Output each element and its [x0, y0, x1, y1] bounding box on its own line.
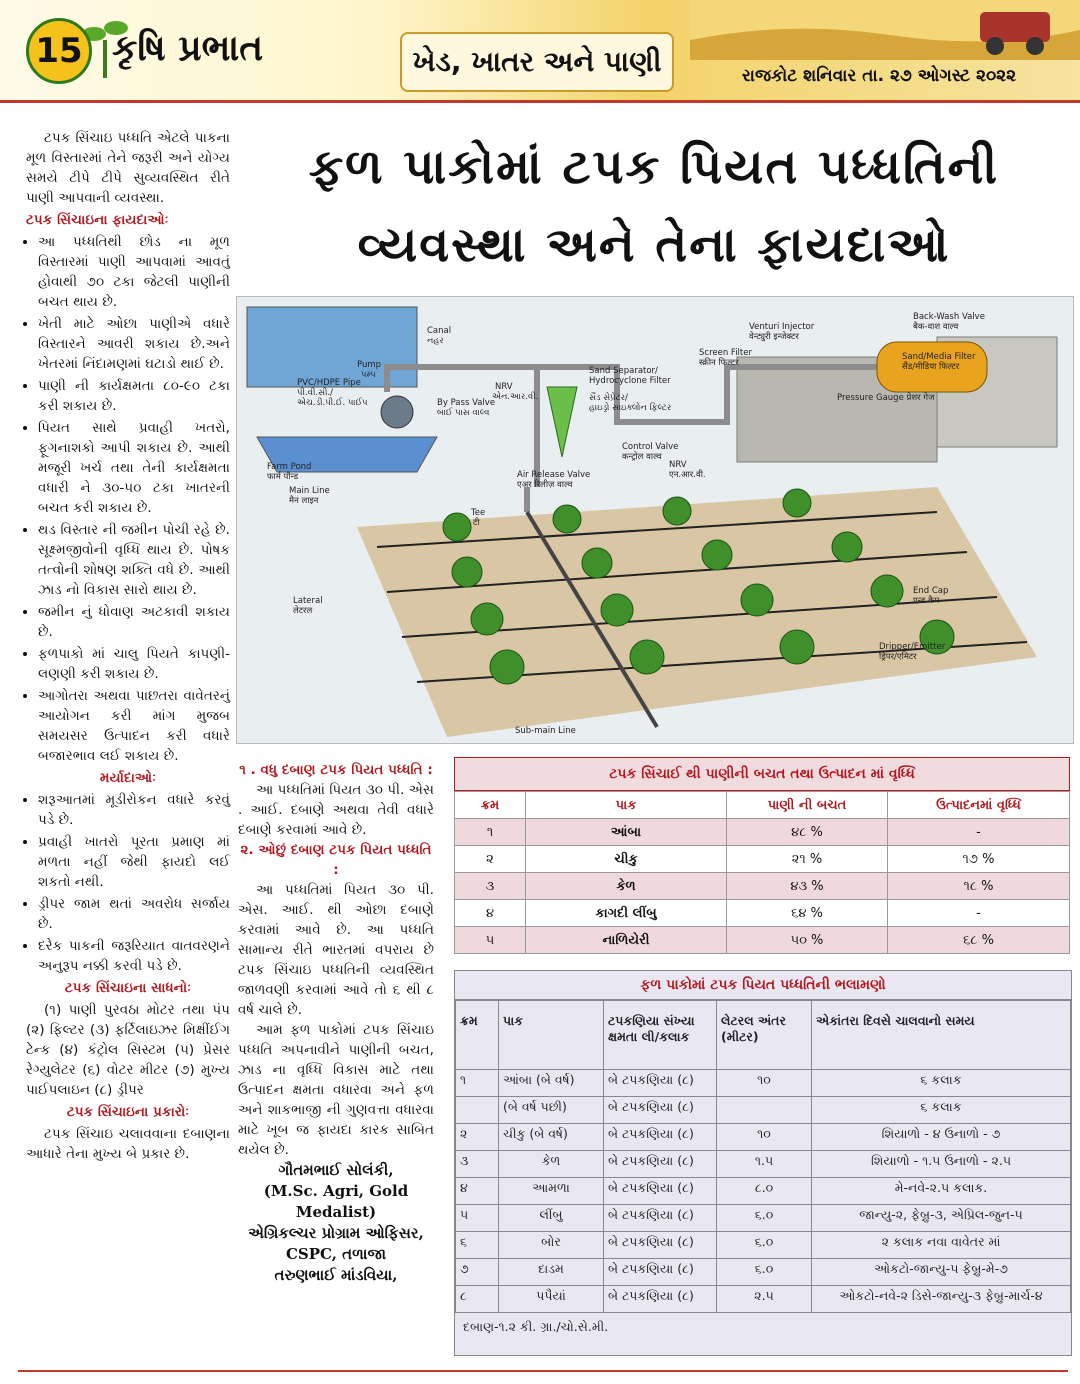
table-cell: ૨ — [456, 1124, 499, 1151]
label-air-release: Air Release Valve — [517, 470, 591, 480]
table-header-row — [456, 1001, 1071, 1070]
label-farm-pond-gu: फार्म पौन्ड — [267, 472, 299, 482]
dateline: રાજકોટ શનિવાર તા. ૨૭ ઓગસ્ટ ૨૦૨૨ — [742, 66, 1017, 86]
table-row — [455, 819, 1070, 846]
table-cell: બે ટપકણિયા (૮) — [604, 1097, 717, 1124]
table-header-row — [455, 792, 1070, 819]
tools-heading: ટપક સિંચાઇના સાધનોઃ — [64, 980, 192, 996]
column-header: લેટરલ અંતર (મીટર) — [717, 1001, 812, 1070]
table-cell: ૩ — [455, 873, 526, 900]
table-cell: બોર — [499, 1232, 604, 1259]
list-item: • દરેક પાકની જરૂરિયાત વાતવરણને અનુરૂપ નક્કી કરવી પડે છે. — [38, 936, 230, 976]
label-pump-gu: પમ્પ — [361, 370, 376, 380]
table-cell: ૫ — [456, 1205, 499, 1232]
headline-line-1: ફળ પાકોમાં ટપક પિયત પધ્ધતિની — [308, 139, 1000, 195]
table-cell: આંબા — [526, 819, 727, 846]
table-cell: શિયાળો - ૧.૫ ઉનાળો - ૨.૫ — [812, 1151, 1071, 1178]
limits-heading: મર્યાદાઓઃ — [99, 770, 157, 786]
author-degree: (M.Sc. Agri, Gold Medalist) — [263, 1182, 409, 1221]
table-cell: ૨ કલાક નવા વાવેતર માં — [812, 1232, 1071, 1259]
table-cell: લીંબુ — [499, 1205, 604, 1232]
section-title: ખેડ, ખાતર અને પાણી — [400, 32, 674, 92]
label-bypass: By Pass Valve — [437, 398, 496, 408]
table-row — [455, 873, 1070, 900]
label-hydrocyclone-gu: હાઇડ્રો સાઇક્લોન ફિલ્ટર — [589, 403, 672, 413]
table-cell: ૧૦ — [717, 1124, 812, 1151]
table-cell: શિયાળો - ૪ ઉનાળો - ૭ — [812, 1124, 1071, 1151]
label-lateral: Lateral — [293, 596, 323, 606]
table-cell: મે-નવે-૨.૫ કલાક. — [812, 1178, 1071, 1205]
label-screen-filter: Screen Filter — [699, 348, 752, 358]
table-cell: બે ટપકણિયા (૮) — [604, 1178, 717, 1205]
types-paragraph: ટપક સિંચાઇ ચલાવવાના દબાણના આધારે તેના મુખ્ય બે પ્રકાર છે. — [26, 1126, 230, 1162]
label-canal: Canal — [427, 326, 452, 336]
table-row — [456, 1232, 1071, 1259]
table-cell: ૨.૫ — [717, 1286, 812, 1313]
label-farm-pond: Farm Pond — [267, 462, 312, 472]
label-main-line-gu: मैन लाइन — [289, 496, 319, 506]
table-row — [455, 900, 1070, 927]
header-rule — [0, 100, 1080, 103]
table-row — [455, 927, 1070, 954]
table-cell: ૮ — [456, 1286, 499, 1313]
label-dripper-gu: ड्रिपर/एमिटर — [879, 652, 917, 662]
label-pressure-gauge: Pressure Gauge प्रेशर गेज — [837, 393, 935, 403]
label-backwash: Back-Wash Valve — [913, 312, 985, 322]
table-cell: બે ટપકણિયા (૮) — [604, 1232, 717, 1259]
middle-column — [238, 760, 434, 1286]
list-item: • પિયત સાથે પ્રવાહી ખતરો, ફૂગનાશકો આપી શકાય છે. આથી મજૂરી ખર્ચ તથા તેની કાર્યક્ષમતા વધારી ને ૩૦-૫૦ ટકા ખાતરની બચત કરી શકાય છે. — [38, 418, 230, 518]
label-pump: Pump — [357, 360, 382, 370]
label-sand-media-gu: सैंड/मीडिया फिल्टर — [902, 362, 960, 372]
label-main-line: Main Line — [289, 486, 330, 496]
list-item: • આગોતરા અથવા પાછતરા વાવેતરનું આયોગન કરી માંગ મુજબ સમયસર ઉત્પાદન કરી વધારે બજારભાવ લઈ શકાય છે. — [38, 686, 230, 766]
table-footer: દબાણ-૧.૨ કી. ગ્રા./ચો.સે.મી. — [463, 1319, 609, 1334]
label-sub-main: Sub-main Line — [515, 726, 576, 736]
table-cell: ૧ — [455, 819, 526, 846]
table-row — [456, 1097, 1071, 1124]
column-header: ક્રમ — [455, 792, 526, 819]
table-cell: બે ટપકણિયા (૮) — [604, 1070, 717, 1097]
label-pipe-gu1: પી.વી.સી./ — [297, 388, 333, 398]
farm-fields-banner — [690, 0, 1080, 60]
table-row — [455, 846, 1070, 873]
tools-paragraph: (૧) પાણી પુરવઠા મોટર તથા પંપ (૨) ફિલ્ટર (૩) ફર્ટિલાઇઝર મિક્ષીંઈગ ટેન્ક (૪) કંટ્રોલ સિસ્ટમ (૫) પ્રેસર રેગ્યુલેટર (૬) વોટર મીટર (૭) મુખ્ય પાઈપલાઇન (૮) ડ્રીપર — [26, 1002, 230, 1098]
table-row — [456, 1151, 1071, 1178]
column-header: પાક — [499, 1001, 604, 1070]
table-cell: આમળા — [499, 1178, 604, 1205]
label-air-release-gu: एअर रिलीज़ वाल्व — [517, 480, 573, 490]
table-cell: બે ટપકણિયા (૮) — [604, 1286, 717, 1313]
table-cell: ૬.૦ — [717, 1205, 812, 1232]
high-pressure-heading: ૧ . વધુ દબાણ ટપક પિયત પધ્ધતિ : — [239, 762, 433, 778]
label-venturi: Venturi Injector — [749, 322, 815, 332]
table-row — [456, 1178, 1071, 1205]
table-row — [456, 1124, 1071, 1151]
table-cell: ૭ — [456, 1259, 499, 1286]
table-cell: ૬.૦ — [717, 1259, 812, 1286]
table-cell: ૪ — [455, 900, 526, 927]
table-cell: ૨૧ % — [727, 846, 888, 873]
high-pressure-paragraph: આ પધ્ધતિમાં પિયત ૩૦ પી. એસ . આઈ. દબાણે અથવા તેવી વધારે દબાણે કરવામાં આવે છે. — [238, 782, 434, 838]
table-cell: ૬ કલાક — [812, 1097, 1071, 1124]
table-cell: ૧૭ % — [888, 846, 1070, 873]
label-nrv: NRV — [495, 382, 513, 392]
label-venturi-gu: वेन्ट्युरी इन्जेक्टर — [749, 332, 799, 342]
author-role: એગ્રિકલ્ચર પ્રોગ્રામ ઓફિસર, CSPC, તળાજા — [248, 1224, 424, 1263]
table-cell: કેળ — [499, 1151, 604, 1178]
author-name: ગૌતમભાઈ સોલંકી, — [278, 1161, 394, 1179]
label-sand-separator-gu: સૈંડ સેપ્રેટર/ — [589, 393, 628, 403]
label-dripper: Dripper/Emitter — [879, 642, 946, 652]
table-cell: ૮.૦ — [717, 1178, 812, 1205]
conclusion-paragraph: આમ ફળ પાકોમાં ટપક સિંચાઇ પધ્ધતિ અપનાવીને પાણીની બચત, ઝાડ ના વૃધ્ધિ વિકાસ માટે તથા ઉત્પાદન ક્ષમતા વધારવા અને ફળ અને શાકભાજી ની ગુણવત્તા વધારવા માટે ખૂબ જ ફાયદા કારક સાબિત થયેલ છે. — [238, 1022, 434, 1158]
table-cell: કાગદી લીંબુ — [526, 900, 727, 927]
table-cell: ૨ — [455, 846, 526, 873]
table-cell: બે ટપકણિયા (૮) — [604, 1205, 717, 1232]
label-control-valve: Control Valve — [622, 442, 679, 452]
table-cell: ૩ — [456, 1151, 499, 1178]
table-cell: ઓકટો-જાન્યુ-૫ ફેબ્રુ-મે-૭ — [812, 1259, 1071, 1286]
pump — [381, 396, 413, 428]
benefits-list — [26, 232, 230, 766]
recommendations-table — [454, 970, 1072, 1356]
table-title: ટપક સિંચાઈ થી પાણીની બચત તથા ઉત્પાદન માં વૃધ્ધિ — [454, 757, 1070, 791]
list-item: • શરૂઆતમાં મૂડીરોકન વધારે કરવું પડે છે. — [38, 790, 230, 830]
column-header: ટપકણિયા સંખ્યા ક્ષમતા લી/કલાક — [604, 1001, 717, 1070]
table-cell — [717, 1097, 812, 1124]
label-nrv-2-gu: एन.आर.वी. — [669, 470, 706, 480]
drip-irrigation-diagram — [236, 296, 1074, 744]
table-cell: ૧ — [456, 1070, 499, 1097]
label-bypass-gu: બાઈ પાસ વાલ્વ — [437, 408, 490, 418]
table-cell: ૧૮ % — [888, 873, 1070, 900]
low-pressure-heading: ૨. ઓછું દબાણ ટપક પિયત પધ્ધતિ : — [240, 842, 432, 878]
page-number: 15 — [26, 18, 92, 84]
label-sand-media: Sand/Media Filter — [902, 352, 976, 362]
label-control-valve-gu: कन्ट्रोल वाल्व — [622, 452, 662, 462]
list-item: • ડ્રીપર જામ થતાં અવરોધ સર્જાય છે. — [38, 894, 230, 934]
table-cell: - — [888, 819, 1070, 846]
table-cell: ૬ કલાક — [812, 1070, 1071, 1097]
low-pressure-paragraph: આ પધ્ધતિમાં પિયત ૩૦ પી. એસ. આઈ. થી ઓછા દબાણે કરવામાં આવે છે. આ પધ્ધતિ સામાન્ય રીતે ભારતમાં વપરાય છે ટપક સિંચાઇ પધ્ધતિની વ્યવસ્થિત જાળવણી કરવામાં આવે તો ૬ થી ૮ વર્ષ ચાલે છે. — [238, 882, 434, 1018]
table-cell: ઓકટો-નવે-૨ ડિસે-જાન્યુ-૩ ફેબ્રુ-માર્ચ-૪ — [812, 1286, 1071, 1313]
column-header: પાણી ની બચત — [727, 792, 888, 819]
table-cell: બે ટપકણિયા (૮) — [604, 1151, 717, 1178]
table-row — [456, 1286, 1071, 1313]
coauthor-name: તરુણભાઈ માંડવિયા, — [274, 1266, 398, 1284]
table-cell: (બે વર્ષ પછી) — [499, 1097, 604, 1124]
label-hydrocyclone: Hydrocyclone Filter — [589, 376, 671, 386]
label-nrv-2: NRV — [669, 460, 687, 470]
table-row — [456, 1259, 1071, 1286]
table-cell: ૪ — [456, 1178, 499, 1205]
list-item: • આ પધ્ધતિથી છોડ ના મૂળ વિસ્તારમાં પાણી આપવામાં આવતું હોવાથી ૭૦ ટકા જેટલી પાણીની બચત થાય છે. — [38, 232, 230, 312]
table-cell: ૪૮ % — [727, 819, 888, 846]
table-cell: પપૈયાં — [499, 1286, 604, 1313]
list-item: • ફળપાકો માં ચાલુ પિયતે કાપણી-લણણી કરી શકાય છે. — [38, 644, 230, 684]
table-cell: બે ટપકણિયા (૮) — [604, 1124, 717, 1151]
table-cell: ૬.૦ — [717, 1232, 812, 1259]
footer-rule — [18, 1370, 1068, 1372]
label-lateral-gu: लेटरल — [293, 606, 313, 616]
label-canal-gu: નહર — [427, 336, 444, 346]
intro-paragraph: ટપક સિંચાઇ પધ્ધતિ એટલે પાકના મૂળ વિસ્તારમાં તેને જરૂરી અને યોગ્ય સમયે ટીપે ટીપે સુવ્યવસ્થિત રીતે પાણી આપવાની વ્યવસ્થા. — [26, 130, 230, 206]
headline-line-2: વ્યવસ્થા અને તેના ફાયદાઓ — [357, 217, 951, 273]
list-item: • પ્રવાહી ખાતરો પૂરતા પ્રમાણ માં મળતા નહીં જેથી ફાયદો લઈ શકતો નથી. — [38, 832, 230, 892]
table-cell: ચીકુ (બે વર્ષ) — [499, 1124, 604, 1151]
label-backwash-gu: बैक-वाश वाल्व — [913, 322, 959, 332]
canal — [247, 307, 417, 387]
table-cell: નાળિયેરી — [526, 927, 727, 954]
label-pipe: PVC/HDPE Pipe — [297, 378, 361, 388]
table-cell: ૫ — [455, 927, 526, 954]
column-header: પાક — [526, 792, 727, 819]
label-end-cap: End Cap — [913, 586, 949, 596]
label-sand-separator: Sand Separator/ — [589, 366, 658, 376]
table-cell: બે ટપકણિયા (૮) — [604, 1259, 717, 1286]
page-header — [0, 0, 1080, 100]
table-cell: દાડમ — [499, 1259, 604, 1286]
list-item: • જમીન નું ધોવાણ અટકાવી શકાય છે. — [38, 602, 230, 642]
column-header: એકાંતરા દિવસે ચાલવાનો સમય — [812, 1001, 1071, 1070]
table-cell: - — [888, 900, 1070, 927]
label-tee: Tee — [471, 508, 486, 518]
label-tee-gu: टी — [473, 518, 480, 528]
limits-list — [26, 790, 230, 976]
column-header: ક્રમ — [456, 1001, 499, 1070]
table-cell: ૬ — [456, 1232, 499, 1259]
water-saving-table — [454, 757, 1070, 954]
table-cell: કેળ — [526, 873, 727, 900]
label-nrv-gu: એન.આર.વી. — [492, 392, 539, 402]
table-cell: ૫૦ % — [727, 927, 888, 954]
table-cell: ૬૪ % — [727, 900, 888, 927]
list-item: • થડ વિસ્તાર ની જમીન પોચી રહે છે. સૂક્ષ્મજીવોની વૃધ્ધિ થાય છે. પોષક તત્વોની શોષણ શક્તિ વધે છે. આથી ઝાડ નો વિકાસ સારો થાય છે. — [38, 520, 230, 600]
types-heading: ટપક સિંચાઇના પ્રકારોઃ — [66, 1104, 190, 1120]
table-cell: ૪૩ % — [727, 873, 888, 900]
masthead: કૃષિ પ્રભાત — [112, 28, 264, 69]
label-end-cap-gu: एन्ड कैप — [913, 596, 940, 606]
left-column — [26, 128, 230, 1164]
table-cell: ૬૮ % — [888, 927, 1070, 954]
table-row — [456, 1070, 1071, 1097]
table-row — [456, 1205, 1071, 1232]
table-cell: આંબા (બે વર્ષ) — [499, 1070, 604, 1097]
table-cell: ચીકુ — [526, 846, 727, 873]
table-cell — [456, 1097, 499, 1124]
benefits-heading: ટપક સિંચાઇના ફાયદાઓઃ — [26, 212, 169, 228]
label-screen-filter-gu: स्क्रीन फिल्टर — [699, 358, 739, 368]
table-title: ફળ પાકોમાં ટપક પિયત પધ્ધતિની ભલામણો — [455, 971, 1071, 1000]
headline — [236, 128, 1072, 284]
column-header: ઉત્પાદનમાં વૃધ્ધિ — [888, 792, 1070, 819]
list-item: • પાણી ની કાર્યક્ષમતા ૮૦-૯૦ ટકા કરી શકાય છે. — [38, 376, 230, 416]
table-cell: ૧૦ — [717, 1070, 812, 1097]
table-cell: જાન્યુ-૨, ફેબ્રુ-૩, એપ્રિલ-જુન-૫ — [812, 1205, 1071, 1232]
table-cell: ૧.૫ — [717, 1151, 812, 1178]
list-item: • ખેતી માટે ઓછા પાણીએ વધારે વિસ્તારને આવરી શકાય છે.અને ખેતરમાં નિંદામણમાં ઘટાડો થાઈ છે. — [38, 314, 230, 374]
label-pipe-gu2: એચ.ડી.પી.ઈ. પાઈપ — [297, 398, 368, 408]
